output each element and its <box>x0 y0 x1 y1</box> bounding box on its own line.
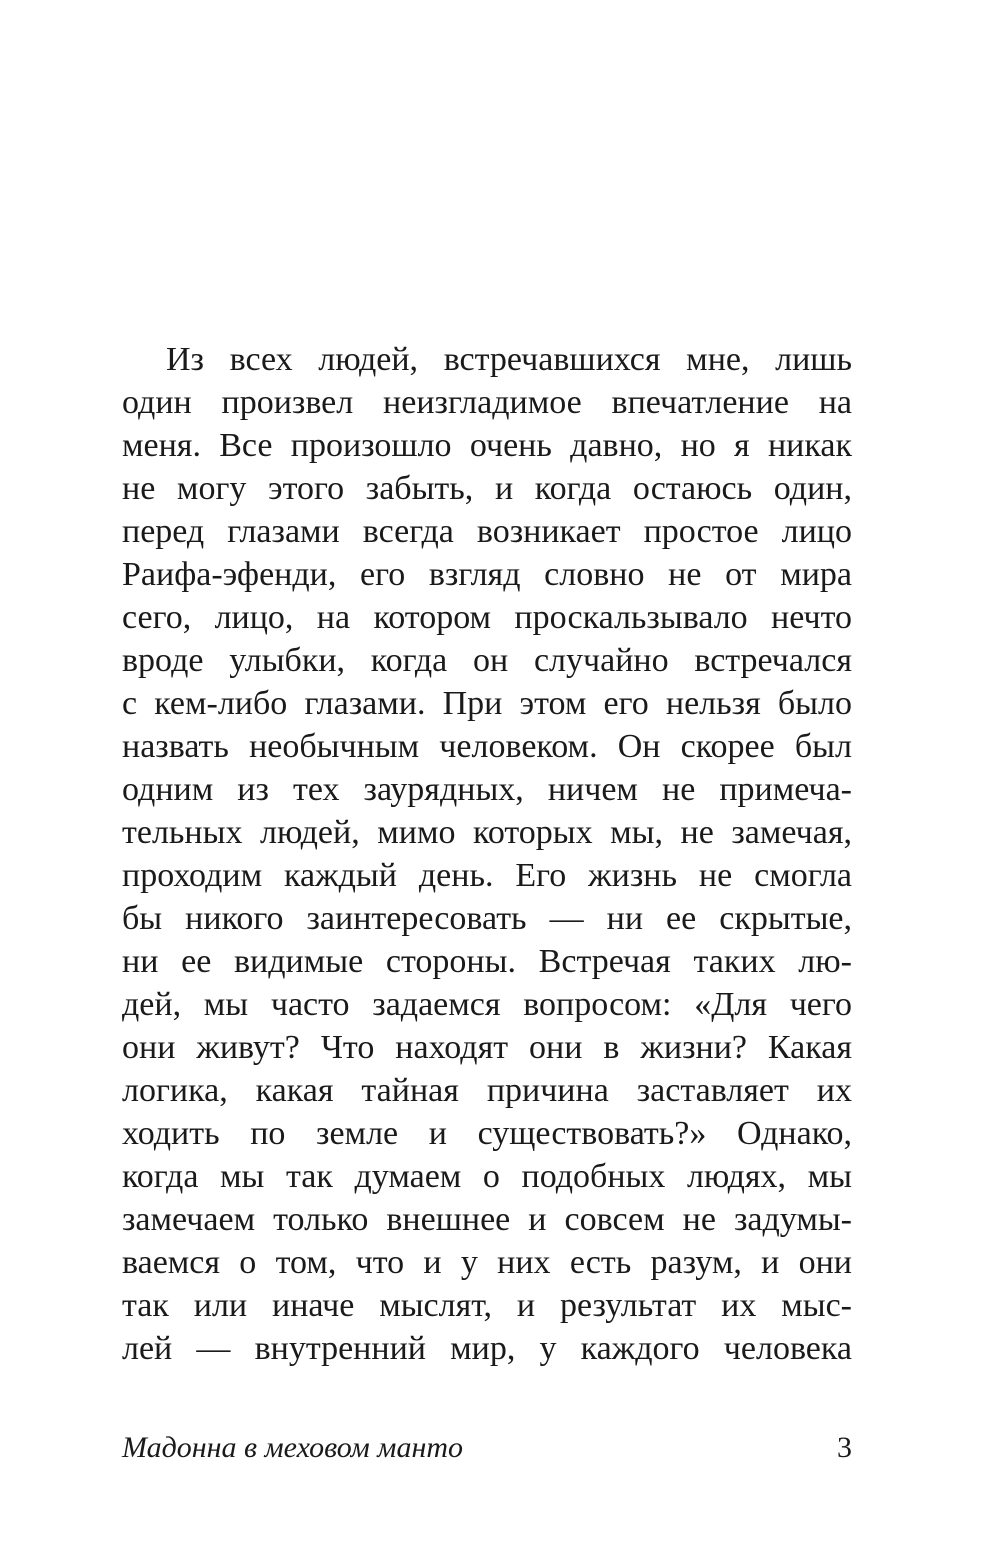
text-line: так или иначе мыслят, и результат их мыс- <box>122 1287 852 1324</box>
page-number: 3 <box>837 1431 852 1464</box>
text-line: меня. Все произошло очень давно, но я никак <box>122 427 852 464</box>
text-line: дей, мы часто задаемся вопросом: «Для чего <box>122 986 852 1023</box>
running-title: Мадонна в меховом манто <box>122 1431 463 1464</box>
text-line: Раифа-эфенди, его взгляд словно не от мира <box>122 556 852 593</box>
text-line: ваемся о том, что и у них есть разум, и они <box>122 1244 852 1281</box>
text-line: бы никого заинтересовать — ни ее скрытые, <box>122 900 852 937</box>
text-line: ходить по земле и существовать?» Однако, <box>122 1115 852 1152</box>
text-line: сего, лицо, на котором проскальзывало нечто <box>122 599 852 636</box>
text-line: они живут? Что находят они в жизни? Какая <box>122 1029 852 1066</box>
text-line: назвать необычным человеком. Он скорее был <box>122 728 852 765</box>
body-paragraph <box>122 338 852 1370</box>
text-line: ни ее видимые стороны. Встречая таких лю- <box>122 943 852 980</box>
text-line: тельных людей, мимо которых мы, не замечая, <box>122 814 852 851</box>
text-line: не могу этого забыть, и когда остаюсь один, <box>122 470 852 507</box>
text-line: Из всех людей, встречавшихся мне, лишь <box>166 341 852 378</box>
text-line: вроде улыбки, когда он случайно встречался <box>122 642 852 679</box>
text-line: одним из тех заурядных, ничем не примеча- <box>122 771 852 808</box>
text-line: проходим каждый день. Его жизнь не смогла <box>122 857 852 894</box>
page-footer <box>122 1426 852 1470</box>
text-line: логика, какая тайная причина заставляет их <box>122 1072 852 1109</box>
text-line: когда мы так думаем о подобных людях, мы <box>122 1158 852 1195</box>
text-line: замечаем только внешнее и совсем не задумы- <box>122 1201 852 1238</box>
text-line: один произвел неизгладимое впечатление на <box>122 384 852 421</box>
text-line: перед глазами всегда возникает простое лицо <box>122 513 852 550</box>
text-line: с кем-либо глазами. При этом его нельзя было <box>122 685 852 722</box>
text-line: лей — внутренний мир, у каждого человека <box>122 1330 852 1367</box>
